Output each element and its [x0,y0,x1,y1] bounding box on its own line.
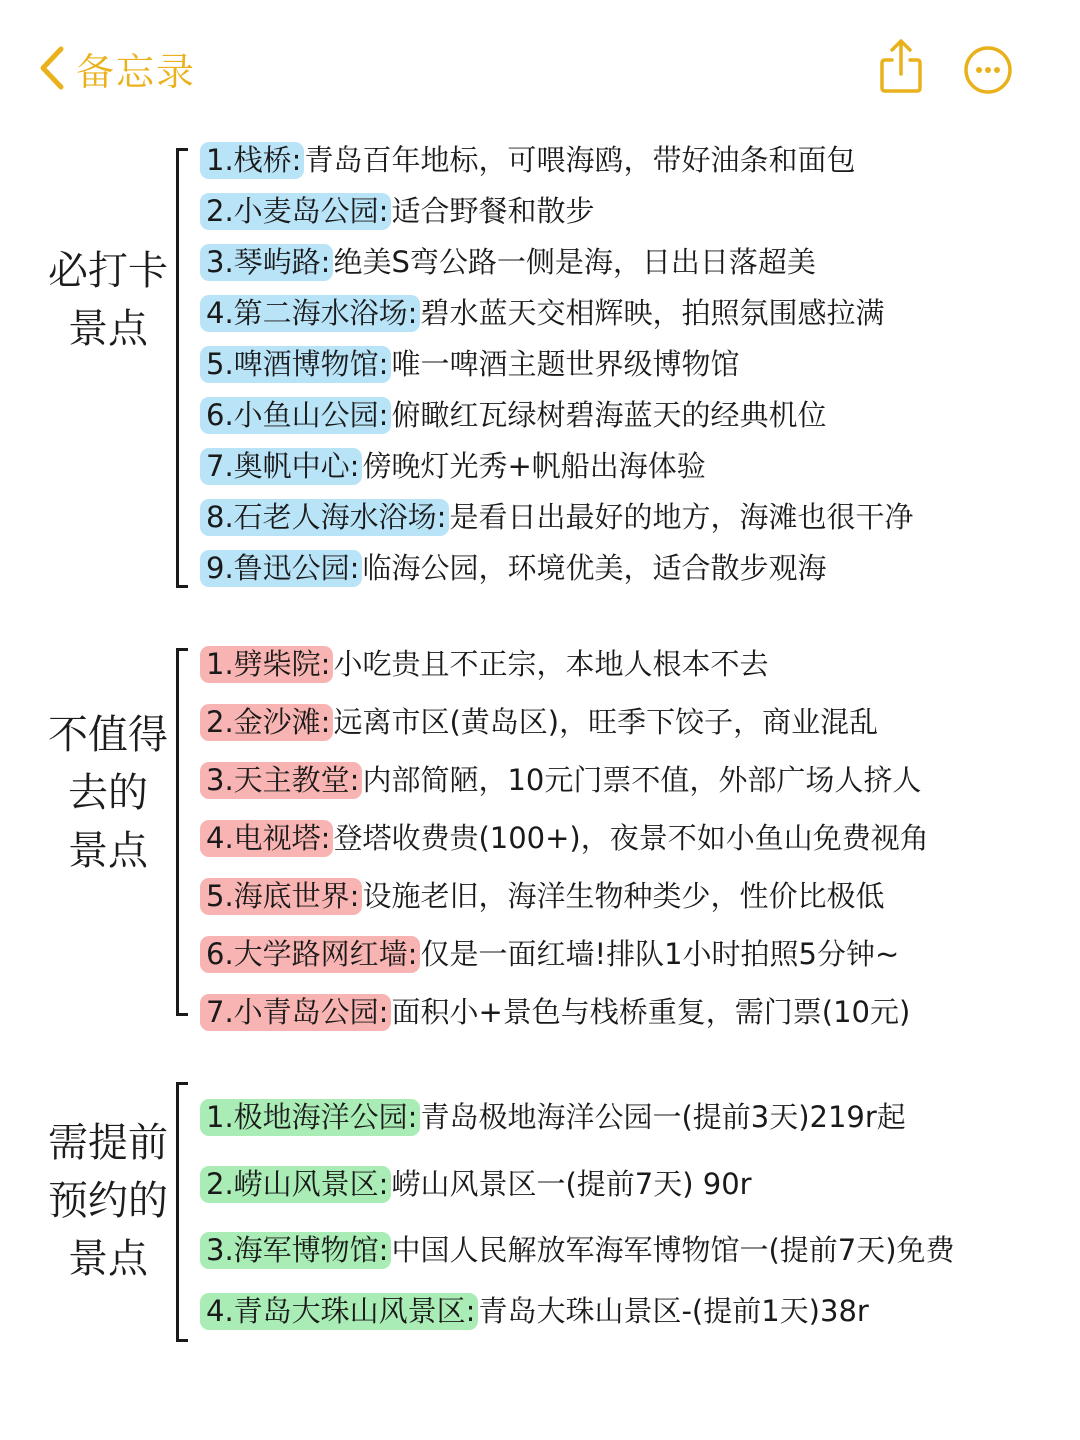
nav-bar [0,0,1080,130]
list-item[interactable] [200,644,768,684]
item-label: 2.小麦岛公园: [200,193,391,230]
more-icon [962,81,1014,100]
section-title-line: 不值得 [48,712,168,758]
section-title-line: 景点 [68,1236,148,1282]
item-label: 1.极地海洋公园: [200,1099,420,1136]
item-desc: 适合野餐和散步 [391,194,595,228]
item-label: 3.海军博物馆: [200,1232,391,1269]
list-item[interactable] [200,497,913,537]
list-item[interactable] [200,1230,955,1270]
item-desc: 面积小+景色与栈桥重复，需门票(10元) [391,995,911,1029]
list-item[interactable] [200,446,706,486]
item-desc: 远离市区(黄岛区)，旺季下饺子，商业混乱 [333,705,879,739]
section-title-line: 景点 [68,306,148,352]
item-label: 8.石老人海水浴场: [200,499,449,536]
item-desc: 俯瞰红瓦绿树碧海蓝天的经典机位 [391,398,827,432]
chevron-left-icon [38,45,66,91]
bracket [176,148,188,588]
section-title [40,706,176,880]
list-item[interactable] [200,934,899,974]
section-title-line: 必打卡 [48,248,168,294]
item-label: 7.小青岛公园: [200,994,391,1031]
list-item[interactable] [200,702,878,742]
item-label: 2.崂山风景区: [200,1166,391,1203]
item-label: 2.金沙滩: [200,704,333,741]
item-desc: 青岛大珠山景区-(提前1天)38r [478,1294,869,1328]
list-item[interactable] [200,1164,752,1204]
item-desc: 碧水蓝天交相辉映，拍照氛围感拉满 [420,296,885,330]
item-label: 4.第二海水浴场: [200,295,420,332]
share-button[interactable] [876,38,926,96]
item-label: 3.天主教堂: [200,762,362,799]
list-item[interactable] [200,760,921,800]
section-title [40,242,176,358]
item-desc: 青岛极地海洋公园一(提前3天)219r起 [420,1100,906,1134]
list-item[interactable] [200,140,855,180]
item-desc: 设施老旧，海洋生物种类少，性价比极低 [362,879,885,913]
item-label: 9.鲁迅公园: [200,550,362,587]
list-item[interactable] [200,1097,906,1137]
list-item[interactable] [200,242,816,282]
item-label: 6.小鱼山公园: [200,397,391,434]
section-title-line: 景点 [68,828,148,874]
item-desc: 小吃贵且不正宗，本地人根本不去 [333,647,769,681]
section-title [40,1114,176,1288]
item-label: 4.电视塔: [200,820,333,857]
list-item[interactable] [200,293,884,333]
item-desc: 傍晚灯光秀+帆船出海体验 [362,449,706,483]
item-desc: 临海公园，环境优美，适合散步观海 [362,551,827,585]
item-desc: 是看日出最好的地方，海滩也很干净 [449,500,914,534]
item-label: 5.海底世界: [200,878,362,915]
item-desc: 崂山风景区一(提前7天) 90r [391,1167,752,1201]
item-desc: 仅是一面红墙!排队1小时拍照5分钟~ [420,937,900,971]
item-label: 3.琴屿路: [200,244,333,281]
more-button[interactable] [962,44,1014,96]
item-desc: 内部简陋，10元门票不值，外部广场人挤人 [362,763,922,797]
list-item[interactable] [200,876,884,916]
item-desc: 登塔收费贵(100+)，夜景不如小鱼山免费视角 [333,821,929,855]
item-label: 1.栈桥: [200,142,304,179]
share-icon [876,81,926,100]
item-label: 5.啤酒博物馆: [200,346,391,383]
list-item[interactable] [200,548,826,588]
item-desc: 中国人民解放军海军博物馆一(提前7天)免费 [391,1233,955,1267]
back-button[interactable] [38,40,196,96]
list-item[interactable] [200,1291,869,1331]
item-label: 7.奥帆中心: [200,448,362,485]
item-label: 1.劈柴院: [200,646,333,683]
item-desc: 唯一啤酒主题世界级博物馆 [391,347,740,381]
list-item[interactable] [200,395,826,435]
item-desc: 绝美S弯公路一侧是海，日出日落超美 [333,245,816,279]
back-label: 备忘录 [76,49,197,94]
list-item[interactable] [200,818,929,858]
item-label: 4.青岛大珠山风景区: [200,1293,478,1330]
list-item[interactable] [200,344,739,384]
item-label: 6.大学路网红墙: [200,936,420,973]
item-desc: 青岛百年地标，可喂海鸥，带好油条和面包 [304,143,856,177]
list-item[interactable] [200,191,594,231]
list-item[interactable] [200,992,910,1032]
bracket [176,1082,188,1342]
section-title-line: 去的 [68,770,148,816]
section-title-line: 预约的 [48,1178,168,1224]
bracket [176,648,188,1016]
section-title-line: 需提前 [48,1120,168,1166]
